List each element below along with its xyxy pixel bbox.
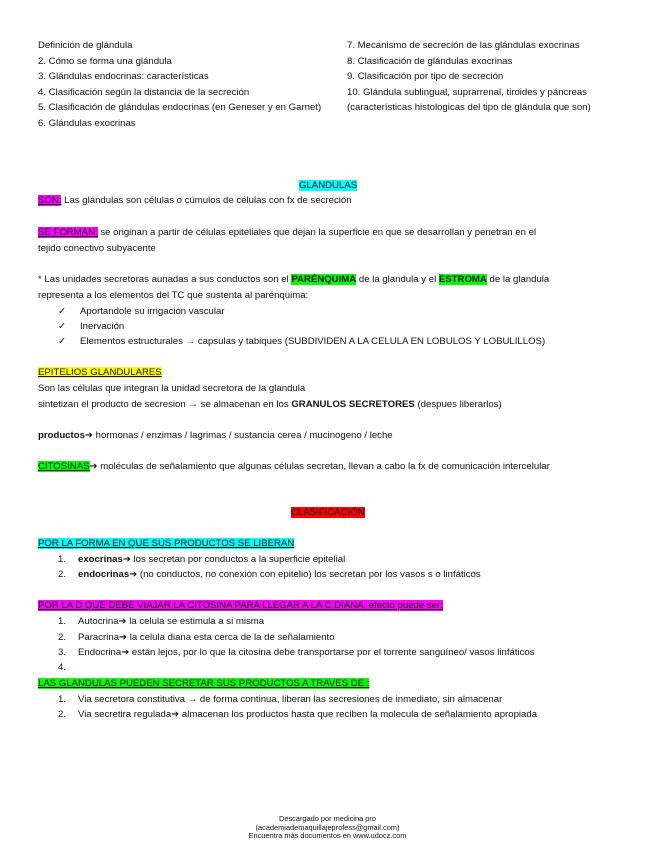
check-item: [58, 334, 545, 349]
check-item-text: Elementos estructurales → capsulas y tabiques (SUBDIVIDEN A LA CELULA EN LOBULOS Y LOBULILLOS): [80, 336, 546, 347]
epitelios-line-1: Son las células que integran la unidad secretora de la glandula: [38, 383, 306, 394]
list-item-text: Paracrina➔ la celula diana esta cerca de la de señalamiento: [78, 632, 335, 643]
se-forman-line: [38, 225, 536, 240]
check-item-text: Inervación: [80, 321, 125, 332]
glandulas-heading: [299, 178, 357, 193]
list-number: 2.: [58, 632, 67, 643]
glandulas-title: GLANDULAS: [299, 180, 358, 191]
forma-heading-text: POR LA FORMA EN QUE SUS PRODUCTOS SE LIBERAN: [38, 538, 295, 549]
footer-more-docs-link[interactable]: Encuentra más documentos en www.udocz.com: [248, 831, 407, 840]
toc-right-column: [347, 38, 637, 116]
exocrinas-term: exocrinas: [78, 554, 123, 565]
son-label: SON:: [38, 195, 62, 206]
forma-heading: [38, 536, 294, 551]
list-number: 1.: [58, 554, 67, 565]
endocrinas-term: endocrinas: [78, 569, 130, 580]
granulos-term: GRANULOS SECRETORES: [291, 399, 415, 410]
son-line: [38, 193, 352, 208]
list-item: [58, 630, 335, 645]
list-item-text: Via secretora constitutiva → de forma continua, liberan las secresiones de inmediato, sin almacenar: [78, 694, 503, 705]
list-item-text: Endocrina➔ están lejos, por lo que la citosina debe transportarse por el torrente sanguíneo/ vasos linfáticos: [78, 647, 535, 658]
toc-item: 9. Clasificación por tipo de secreción: [347, 71, 504, 83]
list-item-text: Via secretira regulada➔ almacenan los productos hasta que reciben la molecula de señalamiento apropiada: [78, 709, 538, 720]
arrow: ➔: [129, 569, 138, 580]
units-line-2: representa a los elementos del TC que sustenta al parénquima:: [38, 290, 309, 301]
list-item-text: (no conductos, no conexión con epitelio) los secretan por los vasos s o linfáticos: [137, 569, 481, 580]
productos-line: [38, 428, 393, 443]
productos-arrow: ➔: [84, 430, 93, 441]
list-item: [58, 692, 502, 707]
secretar-heading: [38, 676, 369, 691]
units-mid: de la glandula y el: [356, 274, 439, 285]
epitelios-title: EPITELIOS GLANDULARES: [38, 367, 162, 378]
list-item-text: Autocrina➔ la celula se estimula a si misma: [78, 616, 265, 627]
footer-email: (academiademaquillajeprofess@gmail.com): [255, 822, 400, 832]
toc-item: 8. Clasificación de glándulas exocrinas: [347, 55, 513, 67]
epitelios-line-2-pre: sintetizan el producto de secresion → se almacenan en los: [38, 399, 292, 410]
clasificacion-heading: [291, 505, 365, 520]
check-item-text: Aportandole su irrigación vascular: [80, 306, 225, 317]
list-number: 1.: [58, 616, 67, 627]
toc-item: 6. Glándulas exocrinas: [38, 117, 136, 129]
distancia-heading: [38, 598, 443, 613]
secretar-heading-text: LAS GLANDULAS PUEDEN SECRETAR SUS PRODUCTOS A TRAVES DE :: [38, 678, 370, 689]
toc-item: 7. Mecanismo de secreción de las glándulas exocrinas: [347, 40, 580, 51]
epitelios-line-2-post: (despues liberarlos): [414, 399, 502, 410]
citosinas-text: ➔ moléculas de señalamiento que algunas células secretan, llevan a cabo la fx de comunicación intercelular: [89, 461, 550, 472]
distancia-heading-text: POR LA D QUE DEBE VIAJAR LA CITOSINA PARA LLEGAR A LA C DIANA, efecto puede ser:: [38, 600, 443, 611]
list-item: [58, 567, 481, 582]
list-number: 3.: [58, 647, 67, 658]
list-number: 1.: [58, 694, 67, 705]
list-number: 2.: [58, 569, 67, 580]
toc-left-column: [38, 38, 328, 132]
citosinas-line: [38, 459, 550, 474]
citosinas-label: CITOSINAS: [38, 461, 90, 472]
units-pre: * Las unidades secretoras aunadas a sus conductos son el: [38, 274, 292, 285]
check-icon: ✓: [58, 306, 67, 317]
toc-item: 3. Glándulas endocrinas: características: [38, 71, 209, 83]
toc-item: 10. Glándula sublingual, suprarrenal, tiroides y páncreas (características histologicas del tipo de glándula que son): [347, 86, 591, 114]
parenquima-term: PARÉNQUIMA: [291, 274, 357, 285]
se-forman-line-2: tejido conectivo subyacente: [38, 243, 156, 254]
units-post: de la glandula: [486, 274, 550, 285]
check-icon: ✓: [58, 321, 67, 332]
list-number: 2.: [58, 709, 67, 720]
toc-item: Definición de glándula: [38, 40, 133, 51]
toc-item: 2. Cómo se forma una glándula: [38, 55, 172, 67]
son-text: Las glándulas son células o cúmulos de células con fx de secreción: [61, 195, 352, 206]
clasificacion-title: CLASIFICACIÓN: [291, 507, 365, 518]
epitelios-heading: [38, 365, 162, 380]
se-forman-text: se originan a partir de células epiteliales que dejan la superficie en que se desarrollan y penetran en el: [97, 227, 537, 238]
list-item-text: los secretan por conductos a la superficie epitelial: [130, 554, 346, 565]
list-item: [58, 645, 535, 660]
se-forman-label: SE FORMAN:: [38, 227, 98, 238]
list-item: [58, 552, 345, 567]
productos-text: hormonas / enzimas / lagrimas / sustancia cerea / mucinogeno / leche: [92, 430, 393, 441]
productos-label: productos: [38, 430, 85, 441]
units-line: [38, 272, 549, 287]
estroma-term: ESTROMA: [438, 274, 487, 285]
epitelios-line-2: [38, 397, 502, 412]
check-item: [58, 304, 225, 319]
footer: [0, 815, 655, 841]
check-item: [58, 319, 124, 334]
list-number: 4.: [58, 662, 67, 673]
check-icon: ✓: [58, 336, 67, 347]
toc-item: 5. Clasificación de glándulas endocrinas (en Geneser y en Garnet): [38, 102, 322, 114]
toc-item: 4. Clasificación según la distancia de la secreción: [38, 86, 250, 98]
list-item: [58, 660, 78, 675]
arrow: ➔: [122, 554, 131, 565]
footer-downloaded-by: Descargado por medicina pro: [279, 814, 376, 823]
list-item: [58, 614, 264, 629]
list-item: [58, 707, 537, 722]
